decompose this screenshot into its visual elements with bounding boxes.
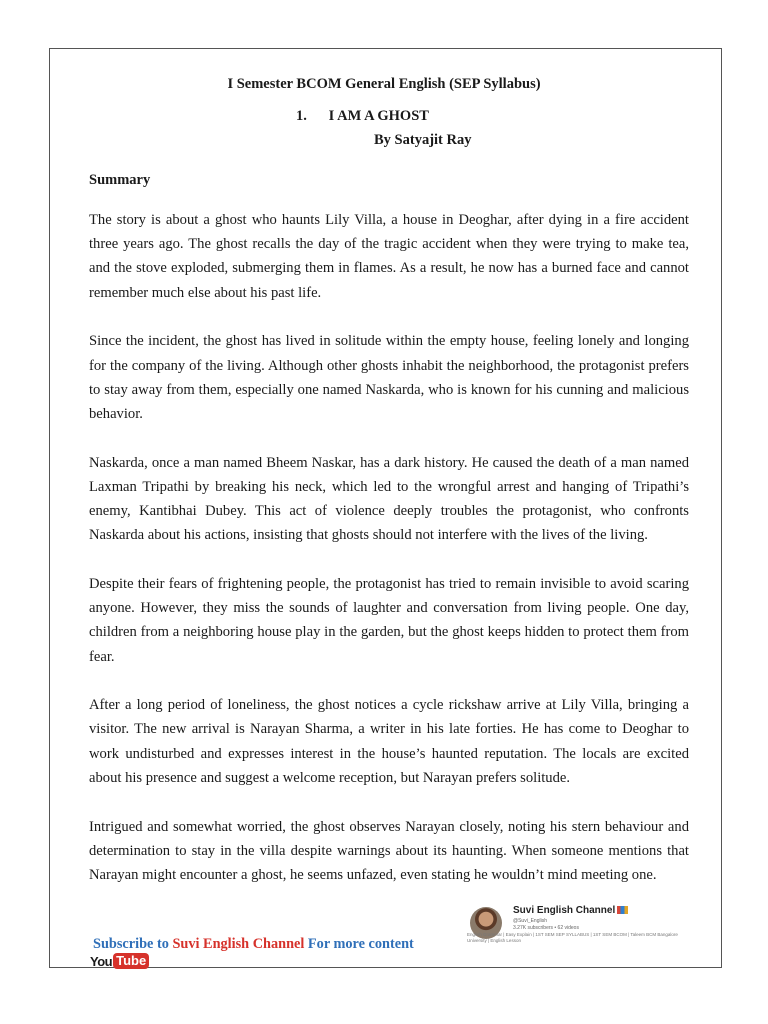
section-heading: Summary [89, 172, 151, 188]
subscribe-channel-link[interactable]: Suvi English Channel [172, 936, 305, 952]
youtube-logo-icon[interactable] [90, 953, 149, 969]
paragraph: Since the incident, the ghost has lived in solitude within the empty house, feeling lonely and longing for the company of the living. Although other ghosts inhabit the neighborhood, the protagonist prefers to stay away from them, especially one named Naskarda, who is known for his cunning and malicious behavior. [89, 333, 689, 422]
paragraph: Despite their fears of frightening people, the protagonist has tried to remain invisible to avoid scaring anyone. However, they miss the sounds of laughter and conversation from living people. One day, children from a neighboring house play in the garden, but the ghost keeps hidden to protect them from fear. [89, 575, 689, 665]
summary-body [89, 208, 689, 912]
subscribe-prefix: Subscribe to [93, 936, 173, 952]
paragraph: The story is about a ghost who haunts Lily Villa, a house in Deoghar, after dying in a fire accident three years ago. The ghost recalls the day of the tragic accident when they were trying to make tea, and the stove exploded, submerging them in flames. As a result, he now has a burned face and cannot remember much else about his past life. [89, 212, 689, 301]
chapter-title: 1. I AM A GHOST [296, 108, 429, 124]
author-line: By Satyajit Ray [374, 132, 472, 148]
paragraph: Naskarda, once a man named Bheem Naskar, has a dark history. He caused the death of a man named Laxman Tripathi by breaking his neck, which led to the wrongful arrest and hanging of Tripathi’s enemy, Kantibhai Dubey. This act of violence deeply troubles the protagonist, who confronts Naskarda about his actions, insisting that ghosts should not interfere with the lives of the living. [89, 454, 689, 544]
channel-description: English Grammar | Easy Explain | 1ST SEM SEP SYLLABUS | 1ST SEM BCOM | Taleem BCM Bangalore University | English Lesson [467, 932, 678, 943]
subscribe-line [93, 936, 414, 953]
logo-tube-text: Tube [113, 953, 149, 969]
document-title: I Semester BCOM General English (SEP Syllabus) [227, 76, 541, 92]
paragraph: Intrigued and somewhat worried, the ghost observes Narayan closely, noting his stern behaviour and determination to stay in the villa despite warnings about its haunting. When someone mentions that Narayan might encounter a ghost, he seems unfazed, even stating he wouldn’t mind meeting one. [89, 818, 689, 883]
channel-name: Suvi English Channel [513, 905, 628, 916]
channel-handle: @Suvi_English [513, 918, 547, 924]
books-icon [617, 906, 628, 914]
logo-you-text: You [90, 953, 113, 969]
paragraph: After a long period of loneliness, the ghost notices a cycle rickshaw arrive at Lily Villa, bringing a visitor. The new arrival is Narayan Sharma, a writer in his late forties. He has come to Deoghar to work undisturbed and expresses interest in the house’s haunted reputation. The locals are excited about his presence and suggest a welcome reception, but Narayan prefers solitude. [89, 697, 689, 786]
channel-stats: 3.27K subscribers • 62 videos [513, 925, 579, 931]
subscribe-suffix: For more content [304, 936, 414, 952]
channel-banner[interactable] [465, 899, 687, 947]
